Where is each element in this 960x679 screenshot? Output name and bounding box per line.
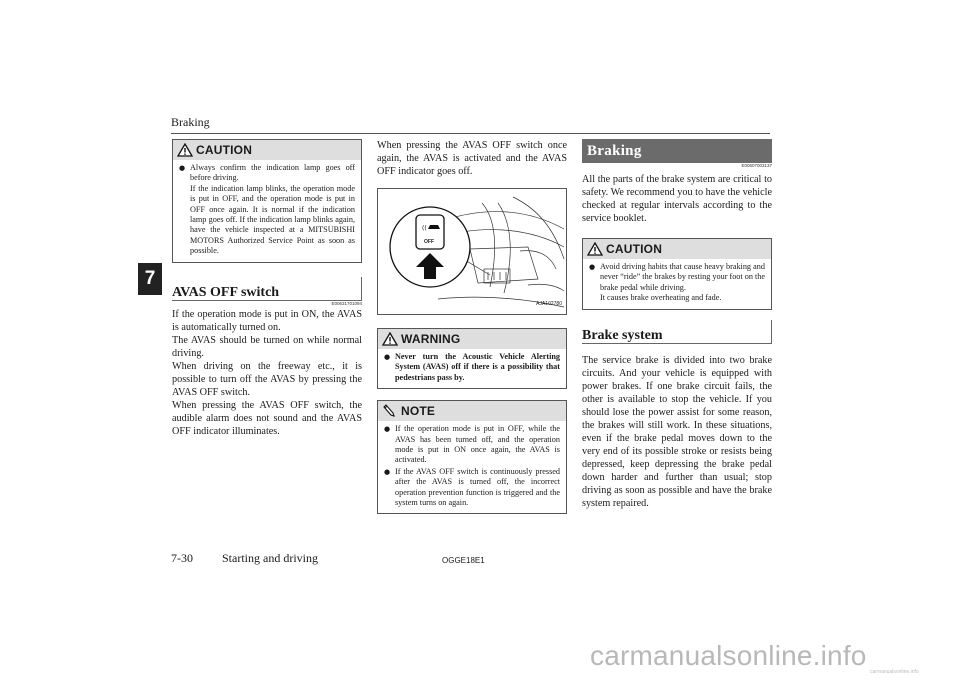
brake-system-text: The service brake is divided into two brake circuits. And your vehicle is equipped with power brakes. If one brake circuit fails, the other is available to stop the vehicle. If you should lose the power assist for some reason, the brakes will still work. In these situations, even if the brake pedal moves down to the very end of its possible stroke or resists being depressed, keep depressing the brake pedal down harder and further than usual; stop driving as soon as possible and have the brake system repaired.	[582, 354, 772, 509]
dashboard-illustration	[378, 189, 566, 314]
bullet-icon: ●	[384, 425, 391, 434]
caution-item-text: Always confirm the indication lamp goes off before driving. If the indication lamp blinks, the operation mode is put in OFF, and the operation mode is put in OFF once again. It is normal if the indication lamp goes off. If the indication lamp blinks again, have the vehicle inspected at a MITSUBISHI MOTORS Authorized Service Point as soon as possible.	[190, 163, 355, 256]
braking-intro-text: All the parts of the brake system are critical to safety. We recommend you to have the vehicle checked at regular intervals according to the service booklet.	[582, 174, 772, 224]
avas-title-text: AVAS OFF switch	[172, 284, 280, 300]
footer-document-code: OGGE18E1	[442, 556, 485, 565]
footer-section-name: Starting and driving	[222, 551, 318, 565]
header-rule	[171, 133, 770, 134]
braking-section-code: E00607003137	[741, 163, 772, 168]
brake-caution-header	[583, 239, 771, 259]
note-label: NOTE	[401, 403, 436, 418]
bullet-icon: ●	[384, 353, 391, 361]
caution-item	[179, 163, 355, 257]
warning-label: WARNING	[401, 331, 461, 346]
caution-triangle-icon	[587, 242, 603, 256]
brake-caution-item-text: Avoid driving habits that cause heavy braking and never “ride” the brakes by resting your foot on the brake pedal while driving. It causes brake overheating and fade.	[600, 262, 765, 303]
avas-reactivate-text: When pressing the AVAS OFF switch once again, the AVAS is activated and the AVAS OFF indicator goes off.	[377, 140, 567, 177]
note-body	[378, 421, 566, 513]
avas-body-text: If the operation mode is put in ON, the AVAS is automatically turned on. The AVAS should be turned on while normal driving. When driving on the freeway etc., it is possible to turn off the AVAS by pressing the AVAS OFF switch. When pressing the AVAS OFF switch, the audible alarm does not sound and the AVAS OFF indicator illuminates.	[172, 308, 362, 437]
note-pencil-icon	[382, 404, 398, 418]
caution-box	[172, 139, 362, 263]
note-item-text: If the operation mode is put in OFF, while the AVAS has been turned off, and the operation mode is put in ON once again, the AVAS is activated.	[395, 424, 560, 465]
caution-body	[173, 160, 361, 262]
brake-caution-body	[583, 259, 771, 309]
note-header	[378, 401, 566, 421]
braking-section-title: Braking	[582, 139, 772, 163]
warning-header	[378, 329, 566, 349]
caution-triangle-icon	[177, 143, 193, 157]
page-header-title: Braking	[171, 115, 210, 129]
warning-triangle-icon	[382, 332, 398, 346]
watermark: carmanualsonline.info	[590, 640, 867, 671]
watermark-small: carmanualsonline.info	[870, 669, 919, 675]
warning-body	[378, 349, 566, 388]
warning-item-text: Never turn the Acoustic Vehicle Alerting System (AVAS) off if there is a possibility that pedestrians pass by.	[395, 352, 560, 382]
switch-off-label: OFF	[424, 239, 434, 245]
warning-item	[384, 352, 560, 383]
caution-header	[173, 140, 361, 160]
brake-system-title	[582, 320, 772, 344]
caution-label: CAUTION	[196, 142, 253, 157]
brake-caution-box	[582, 238, 772, 310]
brake-caution-item	[589, 262, 765, 304]
avas-switch-figure	[377, 188, 567, 315]
note-box	[377, 400, 567, 514]
footer-page-number: 7-30	[171, 551, 193, 565]
right-column	[582, 139, 772, 510]
note-item	[384, 467, 560, 509]
svg-text:((: ((	[422, 225, 427, 232]
bullet-icon: ●	[589, 263, 596, 271]
note-item	[384, 424, 560, 466]
middle-column	[377, 139, 567, 514]
brake-system-title-text: Brake system	[582, 327, 663, 343]
figure-caption: AJA102780	[536, 301, 562, 307]
avas-section-code: E00631701094	[331, 300, 362, 306]
chapter-tab: 7	[138, 263, 162, 295]
warning-box	[377, 328, 567, 389]
bullet-icon: ●	[384, 467, 391, 476]
bullet-icon: ●	[179, 164, 186, 172]
brake-caution-label: CAUTION	[606, 241, 663, 256]
avas-section-title	[172, 277, 362, 301]
left-column	[172, 139, 362, 438]
note-item-text: If the AVAS OFF switch is continuously pressed after the AVAS is turned off, the incorrect operation prevention function is triggered and the system turns on again.	[395, 466, 560, 508]
